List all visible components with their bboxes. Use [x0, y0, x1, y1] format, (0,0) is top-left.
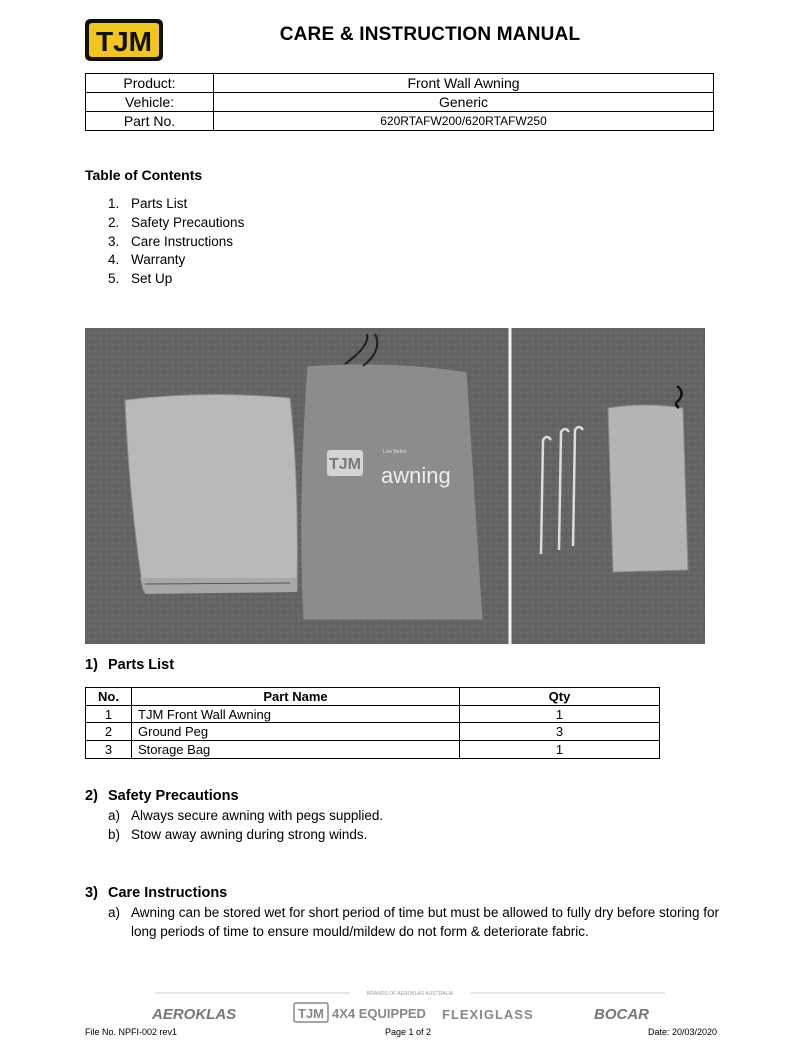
part-no-value: 620RTAFW200/620RTAFW250 — [214, 112, 714, 131]
toc-item-number: 5. — [108, 271, 120, 287]
tjm-logo — [84, 18, 164, 62]
cell-part-name: Ground Peg — [132, 723, 460, 741]
section-number: 2) — [85, 788, 98, 804]
item-text: Stow away awning during strong winds. — [131, 827, 368, 842]
parts-list-heading — [85, 657, 174, 673]
footer-date: Date: 20/03/2020 — [648, 1027, 718, 1037]
cell-qty: 3 — [460, 723, 660, 741]
bocar-logo: BOCAR — [594, 1006, 649, 1023]
cell-qty: 1 — [460, 741, 660, 759]
product-label: Product: — [86, 74, 214, 93]
toc-item-number: 2. — [108, 214, 120, 230]
column-header-no: No. — [86, 688, 132, 706]
section-number: 1) — [85, 657, 98, 673]
section-title: Parts List — [108, 657, 175, 673]
toc-item — [108, 271, 244, 290]
toc-item-label: Parts List — [131, 196, 188, 211]
toc-list — [108, 196, 244, 290]
safety-heading — [85, 788, 239, 804]
bag-awning-text: awning — [381, 463, 451, 488]
footer-page-number: Page 1 of 2 — [385, 1027, 432, 1037]
list-item — [108, 806, 721, 825]
cell-part-name: Storage Bag — [132, 741, 460, 759]
toc-item — [108, 196, 244, 215]
toc-item — [108, 252, 244, 271]
product-value: Front Wall Awning — [214, 74, 714, 93]
4x4-equipped-logo: 4X4 EQUIPPED — [332, 1006, 426, 1021]
vehicle-label: Vehicle: — [86, 93, 214, 112]
cell-no: 2 — [86, 723, 132, 741]
item-letter: a) — [108, 808, 121, 823]
toc-item — [108, 215, 244, 234]
part-no-label: Part No. — [86, 112, 214, 131]
document-title: CARE & INSTRUCTION MANUAL — [279, 24, 581, 45]
table-row — [86, 74, 714, 93]
toc-item — [108, 234, 244, 253]
cell-part-name: TJM Front Wall Awning — [132, 705, 460, 723]
toc-item-number: 4. — [108, 252, 120, 268]
tjm-brand-logo: TJM — [298, 1006, 324, 1021]
toc-item-label: Care Instructions — [131, 233, 234, 249]
item-text: Always secure awning with pegs supplied. — [131, 808, 384, 823]
section-title: Safety Precautions — [108, 788, 239, 804]
cell-no: 3 — [86, 741, 132, 759]
toc-heading: Table of Contents — [85, 167, 203, 183]
toc-item-number: 3. — [108, 233, 120, 249]
folded-awning — [125, 394, 297, 594]
table-row — [86, 723, 660, 741]
section-title: Care Instructions — [108, 885, 228, 901]
column-header-part-name: Part Name — [132, 688, 460, 706]
product-info-table — [85, 73, 714, 131]
bag-logo-text: TJM — [329, 456, 361, 473]
toc-item-label: Warranty — [131, 252, 186, 268]
column-header-qty: Qty — [460, 688, 660, 706]
care-heading — [85, 885, 227, 901]
toc-item-label: Set Up — [131, 271, 173, 287]
flexiglass-logo: FLEXIGLASS — [442, 1007, 534, 1022]
brands-caption: BRANDS OF AEROKLAS AUSTRALIA — [366, 991, 454, 997]
bag-subtext: Live Better — [383, 449, 407, 455]
product-photo — [85, 328, 705, 644]
item-letter: a) — [108, 905, 121, 920]
vehicle-value: Generic — [214, 93, 714, 112]
storage-bag — [301, 334, 483, 620]
toc-item-label: Safety Precautions — [131, 214, 245, 230]
table-row — [86, 741, 660, 759]
table-row — [86, 112, 714, 131]
list-item — [108, 903, 721, 941]
cell-no: 1 — [86, 705, 132, 723]
list-item — [108, 825, 721, 844]
table-row — [86, 705, 660, 723]
parts-table — [85, 687, 660, 759]
item-letter: b) — [108, 827, 121, 842]
section-number: 3) — [85, 885, 98, 901]
toc-item-number: 1. — [108, 196, 120, 211]
peg-bag — [608, 386, 688, 572]
item-text: Awning can be stored wet for short period of time but must be allowed to fully dry before storing for long periods of time to ensure mould/mildew do not form & deteriorate fabric. — [131, 905, 720, 939]
aeroklas-logo: AEROKLAS — [152, 1006, 237, 1023]
tjm-logo-text: TJM — [96, 26, 152, 57]
table-row — [86, 93, 714, 112]
brand-logos — [150, 985, 670, 1025]
table-header-row — [86, 688, 660, 706]
footer-file-no: File No. NPFI-002 rev1 — [85, 1027, 178, 1037]
cell-qty: 1 — [460, 705, 660, 723]
